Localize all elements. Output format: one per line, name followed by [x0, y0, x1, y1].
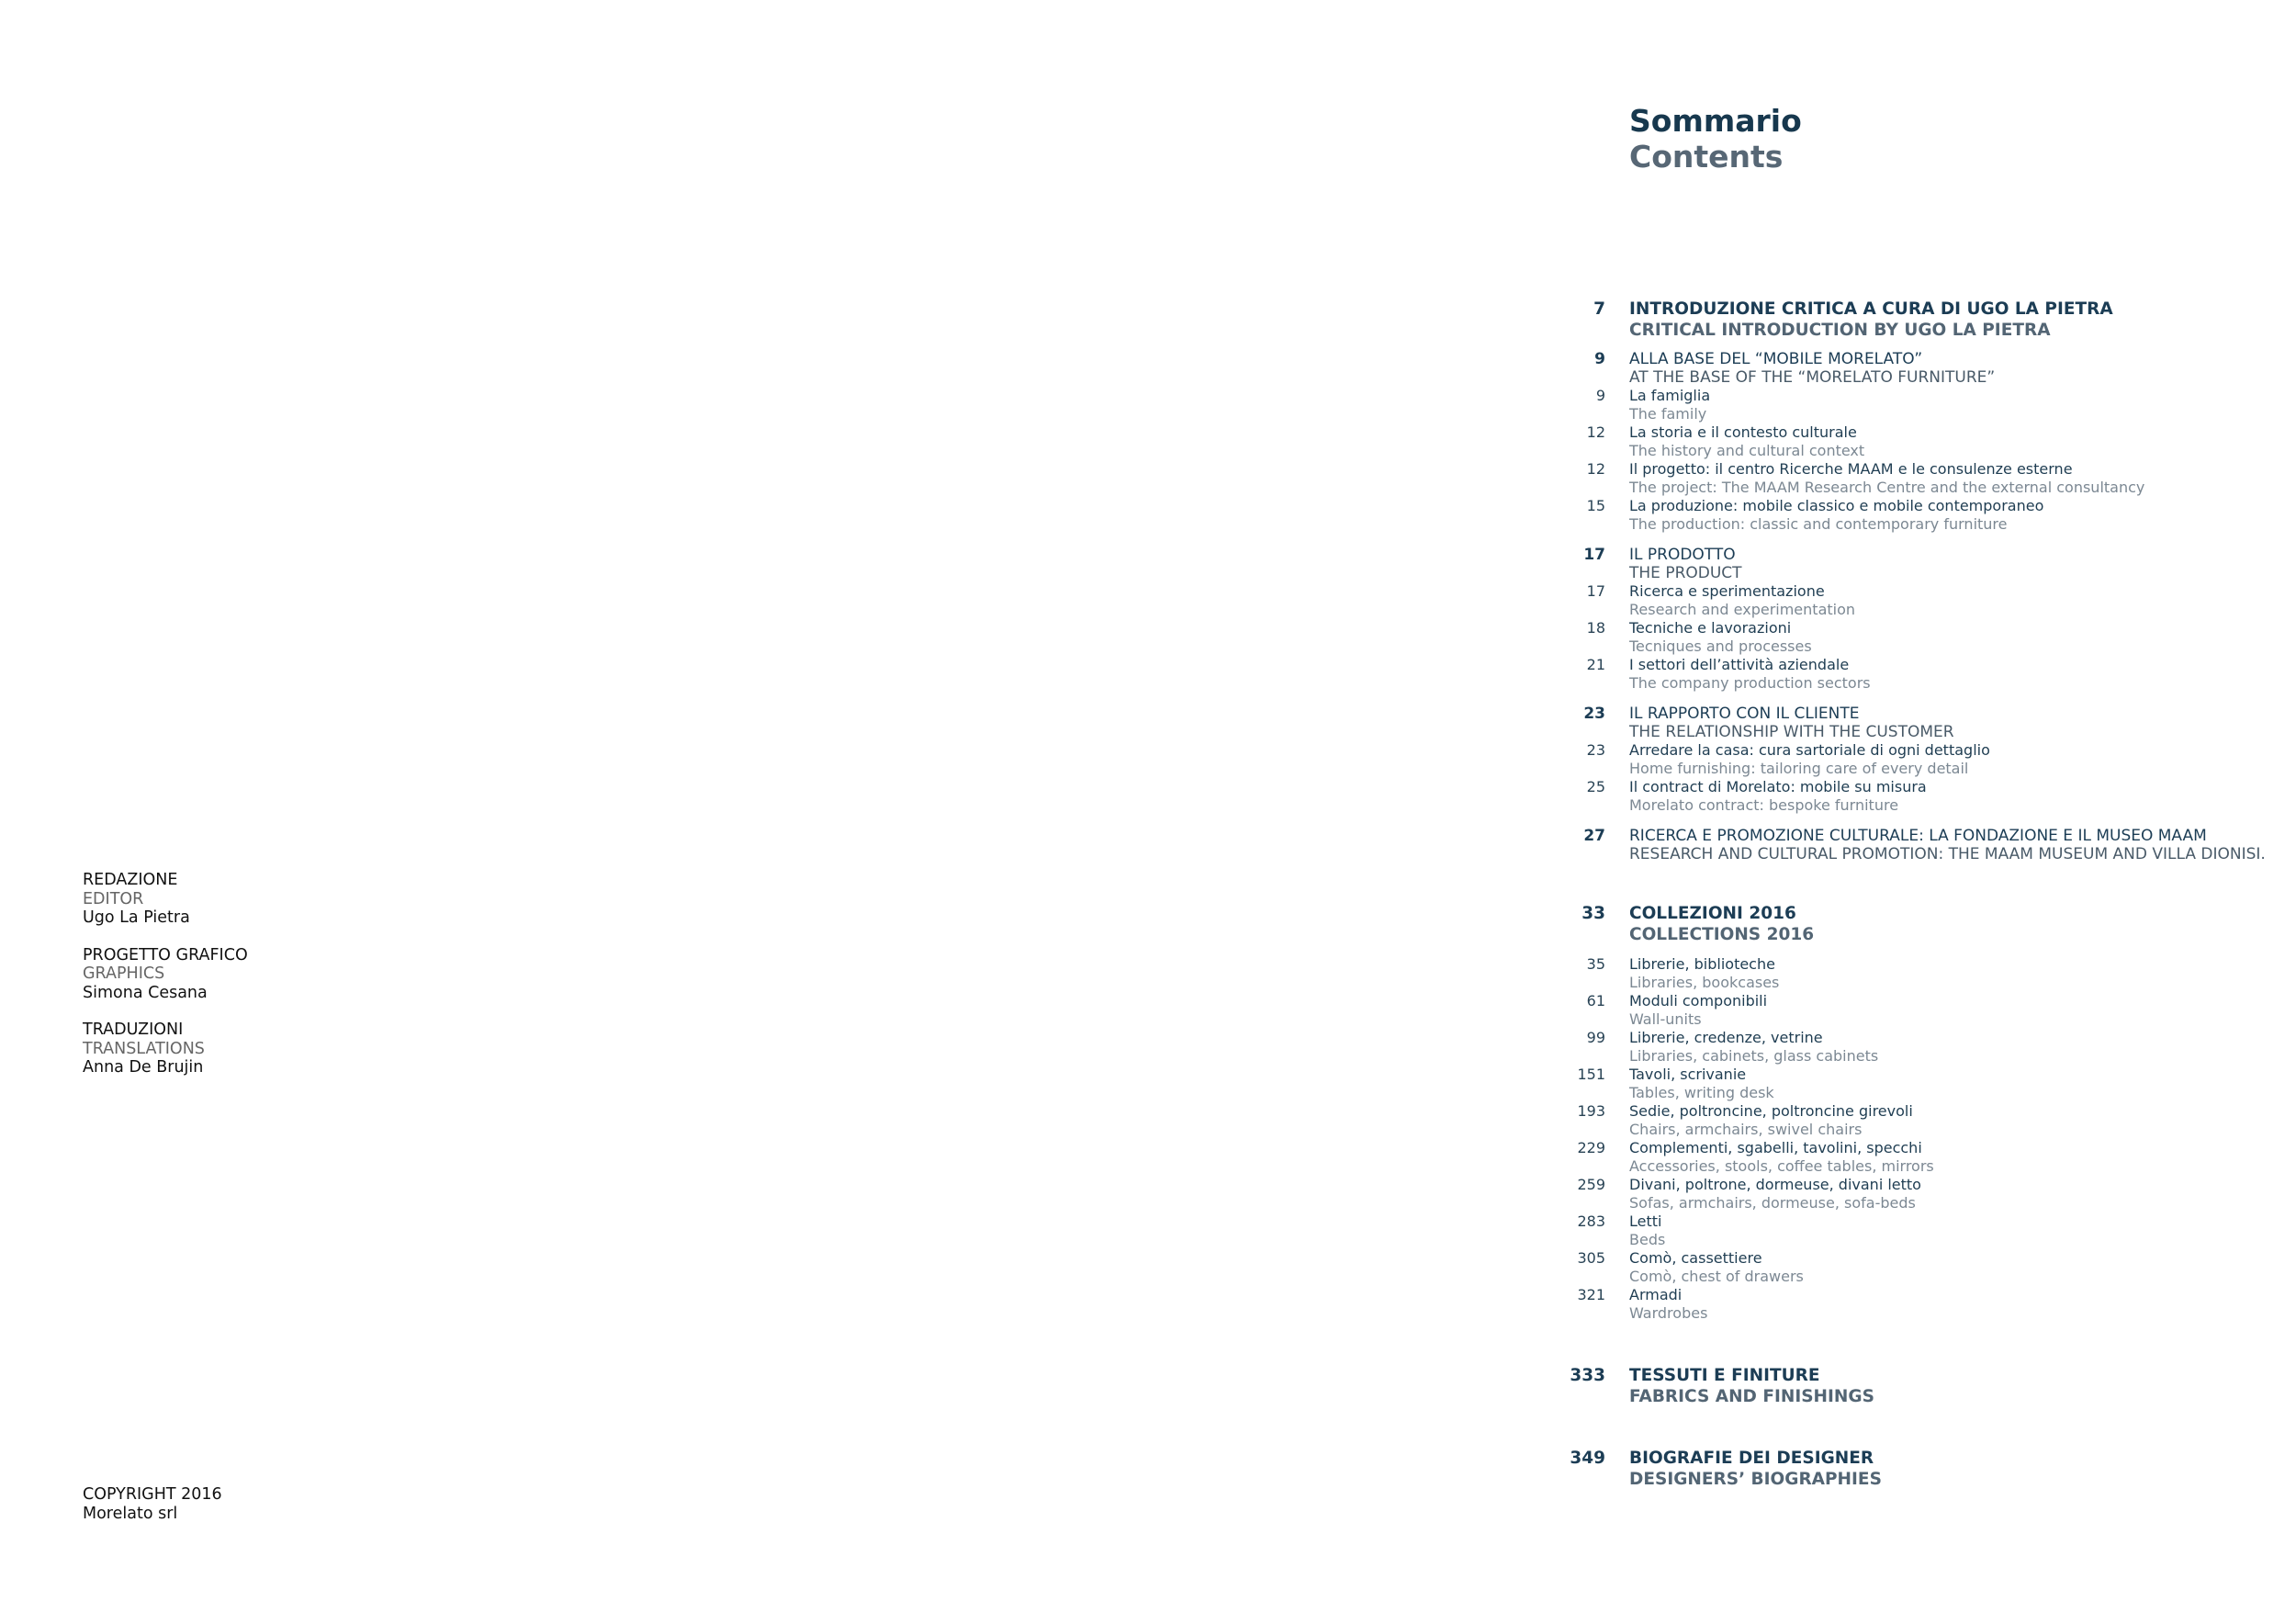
toc-page-number: 305 [1577, 1249, 1605, 1267]
toc-page-number: 151 [1577, 1066, 1605, 1083]
toc-title-en: CRITICAL INTRODUCTION BY UGO LA PIETRA [1629, 321, 2051, 340]
toc-title-en: AT THE BASE OF THE “MORELATO FURNITURE” [1629, 368, 1996, 387]
toc-title-it: Armadi [1629, 1286, 1683, 1303]
toc-title-en: Libraries, bookcases [1629, 974, 1780, 991]
title-it: Sommario [1629, 103, 1802, 139]
toc-title-en: The production: classic and contemporary furniture [1629, 515, 2008, 533]
toc-entry [1543, 423, 2259, 460]
toc-title-en: THE PRODUCT [1629, 564, 1742, 582]
toc-chapter [1543, 350, 2259, 387]
toc-title-it: Sedie, poltroncine, poltroncine girevoli [1629, 1102, 1913, 1120]
toc-page-number: 193 [1577, 1102, 1605, 1120]
toc-title-en: Wall-units [1629, 1010, 1702, 1028]
toc-title-en: Morelato contract: bespoke furniture [1629, 796, 1899, 814]
toc-title-it: Comò, cassettiere [1629, 1249, 1762, 1267]
toc-title-en: DESIGNERS’ BIOGRAPHIES [1629, 1470, 1882, 1489]
toc-title-en: FABRICS AND FINISHINGS [1629, 1387, 1874, 1406]
toc-title-en: Comò, chest of drawers [1629, 1268, 1804, 1285]
toc-page-number: 259 [1577, 1176, 1605, 1193]
toc-title-en: Research and experimentation [1629, 601, 1856, 618]
toc-entry [1543, 1102, 2259, 1139]
toc-title-en: Chairs, armchairs, swivel chairs [1629, 1121, 1863, 1138]
toc-page-number: 12 [1586, 423, 1605, 441]
toc-title-en: Tecniques and processes [1629, 637, 1812, 655]
toc-title-en: Tables, writing desk [1629, 1084, 1774, 1101]
toc-entry [1543, 741, 2259, 778]
toc-title-it: La famiglia [1629, 387, 1711, 404]
toc-page-number: 99 [1586, 1029, 1605, 1046]
toc-entry [1543, 460, 2259, 497]
toc-title-en: COLLECTIONS 2016 [1629, 925, 1815, 944]
toc-page-number: 9 [1594, 350, 1605, 368]
toc-page-number: 349 [1570, 1449, 1605, 1468]
toc-page-number: 35 [1586, 955, 1605, 973]
credit-person: Ugo La Pietra [83, 908, 190, 927]
toc-title-en: The history and cultural context [1629, 442, 1865, 459]
toc-page-number: 333 [1570, 1366, 1605, 1385]
toc-title-it: Tavoli, scrivanie [1629, 1066, 1747, 1083]
toc-page-number: 7 [1593, 299, 1605, 319]
toc-title-en: Wardrobes [1629, 1304, 1708, 1322]
title-en: Contents [1629, 139, 1784, 175]
toc-page-number: 23 [1583, 705, 1605, 723]
credit-graphics [83, 946, 248, 1003]
page-title [1629, 103, 1802, 175]
toc-page-number: 229 [1577, 1139, 1605, 1156]
toc-title-it: Librerie, credenze, vetrine [1629, 1029, 1823, 1046]
toc-entry [1543, 778, 2259, 815]
toc-title-it: Complementi, sgabelli, tavolini, specchi [1629, 1139, 1922, 1156]
toc-entry [1543, 1249, 2259, 1286]
toc-title-it: Moduli componibili [1629, 992, 1768, 1009]
publisher-line: Morelato srl [83, 1504, 178, 1523]
toc-page-number: 15 [1586, 497, 1605, 514]
toc-title-it: Tecniche e lavorazioni [1629, 619, 1792, 637]
toc-title-it: RICERCA E PROMOZIONE CULTURALE: LA FONDAZIONE E IL MUSEO MAAM [1629, 827, 2207, 845]
toc-entry [1543, 1286, 2259, 1323]
toc-chapter [1543, 299, 2259, 341]
toc-entry [1543, 1139, 2259, 1176]
toc-page-number: 18 [1586, 619, 1605, 637]
toc-entry [1543, 992, 2259, 1029]
toc-page-number: 17 [1586, 582, 1605, 600]
toc-title-en: The family [1629, 405, 1707, 423]
toc-page-number: 61 [1586, 992, 1605, 1009]
toc-title-en: The company production sectors [1629, 674, 1871, 692]
toc-entry [1543, 497, 2259, 534]
toc-entry [1543, 1176, 2259, 1212]
copyright-line: COPYRIGHT 2016 [83, 1485, 222, 1504]
toc-title-it: Librerie, biblioteche [1629, 955, 1775, 973]
toc-page-number: 283 [1577, 1212, 1605, 1230]
toc-page-number: 23 [1586, 741, 1605, 759]
credit-role-it: REDAZIONE [83, 871, 178, 889]
toc-title-en: Beds [1629, 1231, 1666, 1248]
toc-page-number: 17 [1583, 546, 1605, 564]
toc-title-it: Ricerca e sperimentazione [1629, 582, 1825, 600]
credit-person: Anna De Brujin [83, 1058, 204, 1077]
toc-title-it: ALLA BASE DEL “MOBILE MORELATO” [1629, 350, 1923, 368]
credit-editor [83, 871, 248, 928]
toc-entry [1543, 582, 2259, 619]
toc-title-it: Divani, poltrone, dormeuse, divani letto [1629, 1176, 1921, 1193]
toc-title-it: Il progetto: il centro Ricerche MAAM e le consulenze esterne [1629, 460, 2073, 478]
toc-entry [1543, 955, 2259, 992]
toc-title-it: IL PRODOTTO [1629, 546, 1736, 564]
credit-role-it: PROGETTO GRAFICO [83, 945, 248, 964]
toc-page-number: 9 [1595, 387, 1605, 404]
toc-page-number: 321 [1577, 1286, 1605, 1303]
toc-title-en: RESEARCH AND CULTURAL PROMOTION: THE MAAM MUSEUM AND VILLA DIONISI. [1629, 845, 2266, 863]
credit-role-en: EDITOR [83, 889, 144, 908]
toc-title-it: Il contract di Morelato: mobile su misura [1629, 778, 1927, 795]
toc-title-en: THE RELATIONSHIP WITH THE CUSTOMER [1629, 723, 1954, 741]
toc-entry [1543, 1029, 2259, 1066]
toc-page-number: 25 [1586, 778, 1605, 795]
copyright-block [83, 1485, 222, 1523]
toc-entry [1543, 387, 2259, 423]
credits-block [83, 871, 248, 1096]
toc-title-it: INTRODUZIONE CRITICA A CURA DI UGO LA PIETRA [1629, 299, 2113, 319]
toc-title-it: IL RAPPORTO CON IL CLIENTE [1629, 705, 1860, 723]
credit-role-it: TRADUZIONI [83, 1021, 184, 1039]
credit-translations [83, 1021, 248, 1077]
toc-page-number: 12 [1586, 460, 1605, 478]
toc-title-it: Letti [1629, 1212, 1662, 1230]
table-of-contents [1543, 299, 2266, 1490]
toc-page-number: 27 [1583, 827, 1605, 845]
toc-title-it: La storia e il contesto culturale [1629, 423, 1857, 441]
toc-page-number: 21 [1586, 656, 1605, 673]
toc-chapter [1543, 1365, 2259, 1407]
credit-role-en: GRAPHICS [83, 964, 165, 983]
toc-chapter [1543, 827, 2266, 863]
toc-entry [1543, 656, 2259, 693]
toc-entry [1543, 619, 2259, 656]
toc-chapter [1543, 903, 2259, 945]
toc-title-en: The project: The MAAM Research Centre and the external consultancy [1629, 479, 2145, 496]
toc-chapter [1543, 1448, 2259, 1490]
toc-title-it: COLLEZIONI 2016 [1629, 904, 1796, 923]
toc-entry [1543, 1212, 2259, 1249]
toc-title-en: Libraries, cabinets, glass cabinets [1629, 1047, 1879, 1065]
toc-title-en: Accessories, stools, coffee tables, mirrors [1629, 1157, 1934, 1175]
toc-title-it: Arredare la casa: cura sartoriale di ogni dettaglio [1629, 741, 1990, 759]
toc-title-it: TESSUTI E FINITURE [1629, 1366, 1820, 1385]
toc-title-it: I settori dell’attività aziendale [1629, 656, 1850, 673]
toc-chapter [1543, 546, 2259, 582]
toc-chapter [1543, 705, 2259, 741]
credit-role-en: TRANSLATIONS [83, 1039, 205, 1058]
toc-title-it: La produzione: mobile classico e mobile contemporaneo [1629, 497, 2044, 514]
toc-title-en: Home furnishing: tailoring care of every detail [1629, 760, 1969, 777]
toc-title-en: Sofas, armchairs, dormeuse, sofa-beds [1629, 1194, 1916, 1212]
toc-title-it: BIOGRAFIE DEI DESIGNER [1629, 1449, 1874, 1468]
toc-entry [1543, 1066, 2259, 1102]
toc-page-number: 33 [1581, 904, 1605, 923]
credit-person: Simona Cesana [83, 983, 208, 1002]
